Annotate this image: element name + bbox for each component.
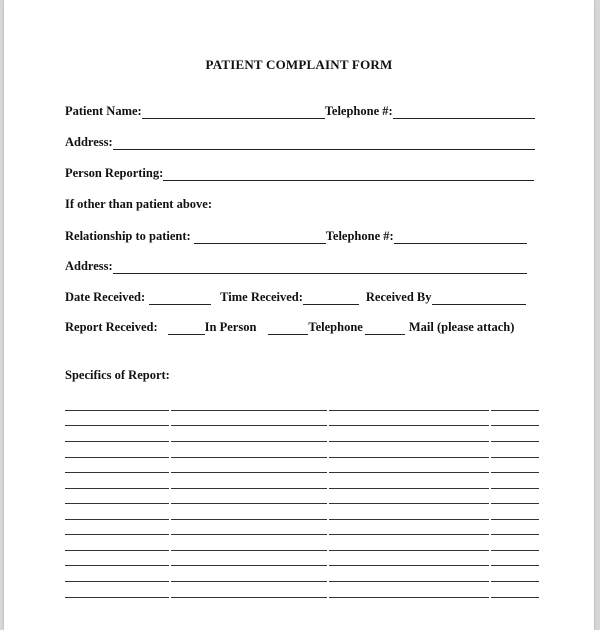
telephone-field-1[interactable] (393, 106, 535, 119)
telephone-option-label: Telephone (308, 320, 363, 334)
writing-line[interactable] (65, 581, 539, 582)
writing-line[interactable] (65, 550, 539, 551)
patient-name-label: Patient Name: (65, 104, 142, 118)
form-title: PATIENT COMPLAINT FORM (205, 57, 393, 72)
telephone-option-blank[interactable] (268, 322, 308, 335)
telephone-label-2: Telephone #: (325, 229, 394, 243)
address-label-2: Address: (65, 259, 113, 273)
date-received-field[interactable] (149, 292, 211, 305)
writing-line[interactable] (65, 488, 539, 489)
in-person-checkbox-blank[interactable] (168, 322, 205, 335)
form-page (4, 0, 594, 630)
writing-line[interactable] (65, 410, 539, 411)
specifics-row (65, 368, 545, 384)
in-person-label: In Person (204, 320, 257, 334)
writing-line[interactable] (65, 425, 539, 426)
time-received-label: Time Received: (220, 290, 303, 304)
patient-name-row (65, 104, 545, 120)
relationship-row (65, 229, 545, 245)
received-info-row (65, 290, 545, 306)
date-received-label: Date Received: (65, 290, 146, 304)
address-field-2[interactable] (113, 261, 527, 274)
person-reporting-row (65, 166, 545, 182)
specifics-label: Specifics of Report: (65, 368, 170, 382)
address-label-1: Address: (65, 135, 113, 149)
if-other-row (65, 197, 545, 213)
person-reporting-label: Person Reporting: (65, 166, 164, 180)
writing-line[interactable] (65, 457, 539, 458)
writing-line[interactable] (65, 534, 539, 535)
patient-name-field[interactable] (142, 106, 325, 119)
address-row-2 (65, 259, 545, 275)
report-received-row (65, 320, 545, 336)
time-received-field[interactable] (303, 292, 359, 305)
writing-line[interactable] (65, 441, 539, 442)
telephone-label-1: Telephone #: (324, 104, 393, 118)
telephone-field-2[interactable] (394, 231, 527, 244)
writing-line[interactable] (65, 565, 539, 566)
relationship-field[interactable] (194, 231, 326, 244)
if-other-label: If other than patient above: (65, 197, 212, 211)
writing-line[interactable] (65, 519, 539, 520)
report-received-label: Report Received: (65, 320, 158, 334)
writing-line[interactable] (65, 597, 539, 598)
received-by-label: Received By (365, 290, 432, 304)
person-reporting-field[interactable] (163, 168, 534, 181)
writing-line[interactable] (65, 503, 539, 504)
writing-line[interactable] (65, 472, 539, 473)
received-by-field[interactable] (432, 292, 526, 305)
mail-option-blank[interactable] (365, 322, 405, 335)
address-field-1[interactable] (113, 137, 535, 150)
address-row-1 (65, 135, 545, 151)
mail-label: Mail (please attach) (408, 320, 515, 334)
relationship-label: Relationship to patient: (65, 229, 191, 243)
